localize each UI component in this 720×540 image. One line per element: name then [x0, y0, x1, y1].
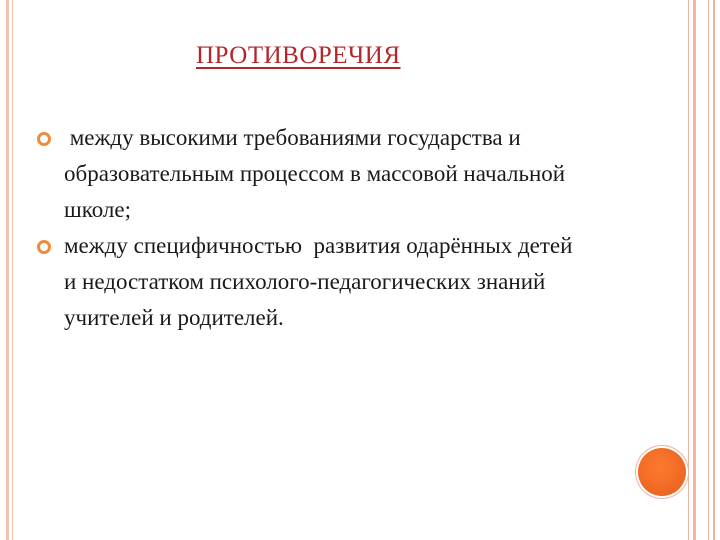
circle-outline-bullet-icon — [36, 131, 52, 147]
right-border-line — [713, 0, 715, 540]
bullet-line: между высокими требованиями государства и — [64, 125, 521, 150]
left-border-line — [6, 0, 9, 540]
bullet-line: между специфичностью развития одарённых детей — [64, 233, 573, 258]
circle-outline-bullet-icon — [36, 239, 52, 255]
bullet-line: образовательным процессом в массовой начальной — [64, 161, 566, 186]
bullet-item — [36, 228, 676, 336]
bullet-line: учителей и родителей. — [64, 305, 284, 330]
bullet-item — [36, 120, 676, 228]
bullet-list — [36, 120, 676, 336]
slide-title: ПРОТИВОРЕЧИЯ — [196, 42, 401, 69]
decorative-orange-circle — [638, 448, 686, 496]
bullet-line: и недостатком психолого-педагогических знаний — [64, 269, 546, 294]
right-border-line — [688, 0, 689, 540]
right-border-line — [693, 0, 696, 540]
bullet-line: школе; — [64, 197, 131, 222]
right-border-line — [708, 0, 709, 540]
left-border-line-thin — [12, 0, 13, 540]
